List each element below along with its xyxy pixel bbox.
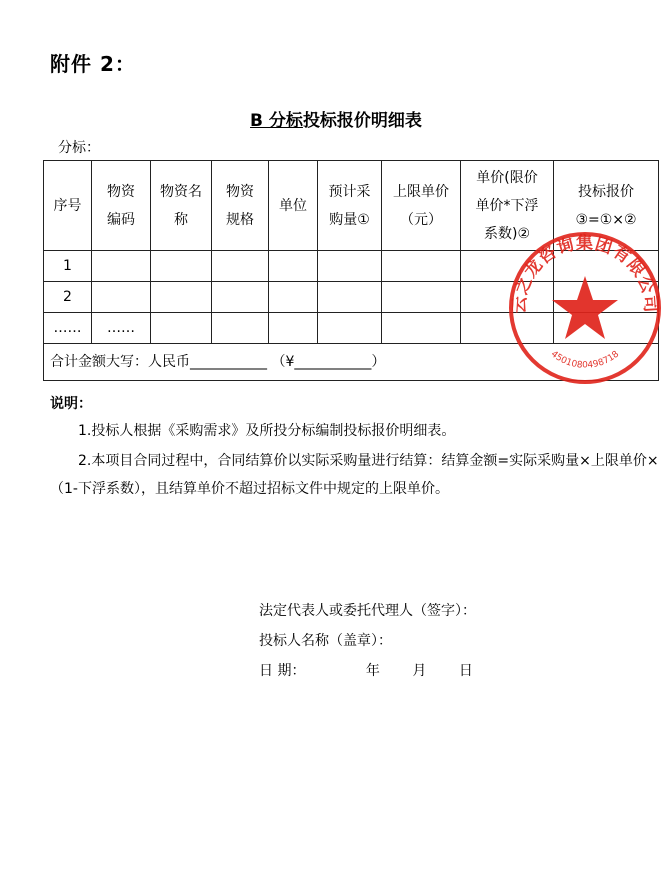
seal-number: 4501080498718 (548, 349, 622, 371)
table-cell (92, 282, 151, 313)
total-amount: 合计金额大写：人民币___________ （¥___________） (44, 344, 659, 381)
svg-text:4501080498718 (549, 349, 622, 371)
notes-title: 说明： (50, 396, 92, 412)
table-cell: …… (44, 313, 92, 344)
table-cell (318, 251, 382, 282)
signature-bidder-name: 投标人名称（盖章）： (259, 633, 392, 649)
table-cell (382, 282, 461, 313)
star-icon (552, 276, 618, 339)
attachment-label: 附件 2： (50, 52, 136, 76)
table-cell: 2 (44, 282, 92, 313)
page-title (0, 106, 672, 131)
table-cell (269, 251, 318, 282)
table-cell (318, 313, 382, 344)
table-cell (269, 313, 318, 344)
date-year: 年 (365, 663, 380, 679)
table-cell (269, 282, 318, 313)
table-cell (151, 282, 212, 313)
date-day: 日 (458, 663, 473, 679)
signature-date (259, 660, 473, 680)
table-cell (382, 251, 461, 282)
table-cell (318, 282, 382, 313)
header-cell: 序号 (44, 161, 92, 251)
fenbiao-label: 分标： (58, 140, 100, 156)
header-cell: 投标报价 ③=①×② (554, 161, 659, 251)
note-item-1: 1.投标人根据《采购需求》及所投分标编制投标报价明细表。 (78, 423, 456, 439)
company-seal-stamp (505, 228, 665, 388)
header-cell: 单位 (269, 161, 318, 251)
header-cell: 物资名 称 (151, 161, 212, 251)
header-cell: 物资 编码 (92, 161, 151, 251)
table-cell: 1 (44, 251, 92, 282)
table-cell (151, 313, 212, 344)
table-cell (92, 251, 151, 282)
header-cell: 上限单价 （元） (382, 161, 461, 251)
note-item-2: 2.本项目合同过程中，合同结算价以实际采购量进行结算：结算金额=实际采购量×上限单价×（1-下浮系数），且结算单价不超过招标文件中规定的上限单价。 (50, 453, 659, 497)
date-month: 月 (412, 663, 427, 679)
seal-text: 云之龙咨询集团有限公司 (509, 233, 661, 315)
table-cell (212, 313, 269, 344)
title-section: B 分标 (250, 111, 303, 131)
table-cell (382, 313, 461, 344)
table-cell: …… (92, 313, 151, 344)
table-cell (212, 282, 269, 313)
header-cell: 预计采 购量① (318, 161, 382, 251)
title-text: 投标报价明细表 (302, 111, 422, 131)
header-cell: 单价(限价 单价*下浮 系数)② (461, 161, 554, 251)
table-cell (212, 251, 269, 282)
date-label: 日 期： (259, 663, 306, 679)
header-cell: 物资 规格 (212, 161, 269, 251)
table-cell (151, 251, 212, 282)
signature-representative: 法定代表人或委托代理人（签字）： (259, 603, 476, 619)
